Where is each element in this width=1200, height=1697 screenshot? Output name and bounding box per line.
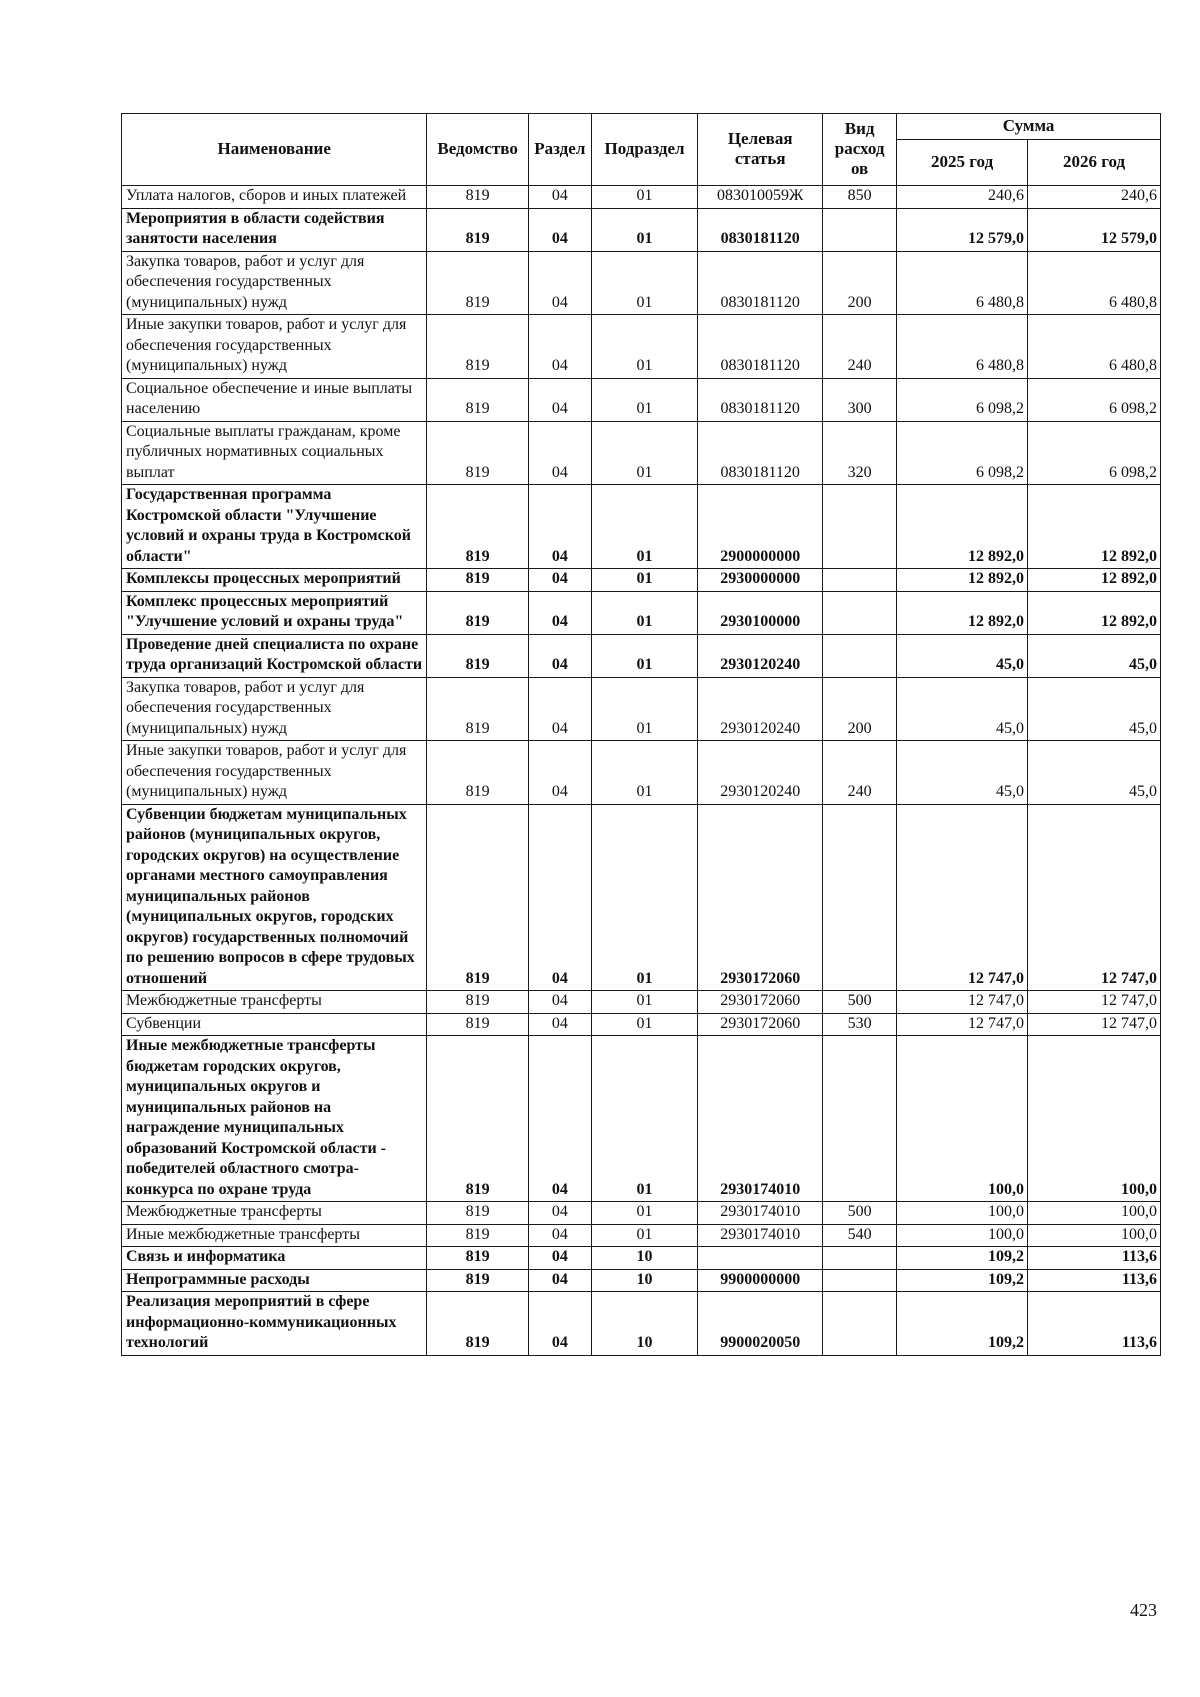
table-row	[122, 315, 1161, 379]
cell-target: 2930172060	[698, 991, 823, 1014]
table-row	[122, 1224, 1161, 1247]
cell-name: Закупка товаров, работ и услуг для обеспечения государственных (муниципальных) нужд	[122, 251, 427, 315]
cell-name: Реализация мероприятий в сфере информационно-коммуникационных технологий	[122, 1292, 427, 1356]
cell-name: Уплата налогов, сборов и иных платежей	[122, 186, 427, 209]
cell-kind: 500	[823, 1202, 897, 1225]
cell-subsection: 01	[591, 569, 698, 592]
header-subsection: Подраздел	[591, 114, 698, 186]
table-row	[122, 251, 1161, 315]
cell-sum-2026: 12 747,0	[1028, 1013, 1161, 1036]
cell-target: 2930172060	[698, 1013, 823, 1036]
header-section: Раздел	[528, 114, 591, 186]
cell-sum-2026: 12 579,0	[1028, 208, 1161, 251]
cell-section: 04	[528, 741, 591, 805]
cell-section: 04	[528, 591, 591, 634]
cell-section: 04	[528, 1224, 591, 1247]
cell-dept: 819	[427, 591, 528, 634]
cell-name: Связь и информатика	[122, 1247, 427, 1270]
cell-sum-2026: 12 892,0	[1028, 485, 1161, 569]
cell-name: Государственная программа Костромской области "Улучшение условий и охраны труда в Костромской области"	[122, 485, 427, 569]
cell-sum-2026: 12 747,0	[1028, 804, 1161, 991]
cell-sum-2025: 12 579,0	[897, 208, 1028, 251]
cell-sum-2025: 6 480,8	[897, 315, 1028, 379]
cell-target: 2930120240	[698, 677, 823, 741]
cell-target: 0830181120	[698, 421, 823, 485]
cell-dept: 819	[427, 1202, 528, 1225]
table-row	[122, 804, 1161, 991]
cell-subsection: 10	[591, 1247, 698, 1270]
cell-kind	[823, 804, 897, 991]
cell-subsection: 01	[591, 991, 698, 1014]
cell-section: 04	[528, 1202, 591, 1225]
cell-kind	[823, 1292, 897, 1356]
cell-sum-2026: 113,6	[1028, 1292, 1161, 1356]
cell-section: 04	[528, 315, 591, 379]
cell-section: 04	[528, 421, 591, 485]
cell-target: 0830181120	[698, 378, 823, 421]
cell-target: 0830181120	[698, 315, 823, 379]
cell-section: 04	[528, 251, 591, 315]
cell-section: 04	[528, 378, 591, 421]
table-row	[122, 1269, 1161, 1292]
cell-dept: 819	[427, 186, 528, 209]
cell-dept: 819	[427, 485, 528, 569]
table-row	[122, 741, 1161, 805]
cell-name: Социальные выплаты гражданам, кроме публичных нормативных социальных выплат	[122, 421, 427, 485]
cell-dept: 819	[427, 1292, 528, 1356]
table-row	[122, 1292, 1161, 1356]
cell-target: 083010059Ж	[698, 186, 823, 209]
cell-kind: 300	[823, 378, 897, 421]
cell-section: 04	[528, 1247, 591, 1270]
cell-kind: 850	[823, 186, 897, 209]
cell-target: 2930174010	[698, 1224, 823, 1247]
table-row	[122, 569, 1161, 592]
cell-target: 2930174010	[698, 1202, 823, 1225]
cell-target: 0830181120	[698, 208, 823, 251]
cell-kind: 540	[823, 1224, 897, 1247]
cell-subsection: 01	[591, 421, 698, 485]
cell-section: 04	[528, 208, 591, 251]
cell-sum-2025: 100,0	[897, 1202, 1028, 1225]
cell-dept: 819	[427, 421, 528, 485]
cell-dept: 819	[427, 804, 528, 991]
table-row	[122, 1247, 1161, 1270]
cell-dept: 819	[427, 208, 528, 251]
cell-dept: 819	[427, 378, 528, 421]
cell-kind: 200	[823, 677, 897, 741]
cell-sum-2025: 12 892,0	[897, 591, 1028, 634]
cell-dept: 819	[427, 251, 528, 315]
cell-section: 04	[528, 804, 591, 991]
cell-kind	[823, 485, 897, 569]
table-row	[122, 1202, 1161, 1225]
cell-dept: 819	[427, 1269, 528, 1292]
cell-sum-2025: 240,6	[897, 186, 1028, 209]
cell-kind: 200	[823, 251, 897, 315]
cell-name: Межбюджетные трансферты	[122, 1202, 427, 1225]
table-row	[122, 677, 1161, 741]
cell-name: Межбюджетные трансферты	[122, 991, 427, 1014]
cell-target: 9900000000	[698, 1269, 823, 1292]
table-body	[122, 186, 1161, 1356]
cell-sum-2026: 6 480,8	[1028, 251, 1161, 315]
cell-kind: 240	[823, 741, 897, 805]
header-sum: Сумма	[897, 114, 1161, 140]
cell-name: Проведение дней специалиста по охране труда организаций Костромской области	[122, 634, 427, 677]
table-row	[122, 485, 1161, 569]
cell-subsection: 01	[591, 1013, 698, 1036]
cell-target: 2930120240	[698, 741, 823, 805]
cell-name: Иные межбюджетные трансферты бюджетам городских округов, муниципальных округов и муниципальных районов на награждение муниципальных образований Костромской области - победителей областного смотра-конкурса по охране труда	[122, 1036, 427, 1202]
cell-section: 04	[528, 1269, 591, 1292]
cell-sum-2025: 109,2	[897, 1269, 1028, 1292]
cell-sum-2026: 12 747,0	[1028, 991, 1161, 1014]
cell-subsection: 01	[591, 634, 698, 677]
cell-name: Субвенции	[122, 1013, 427, 1036]
cell-sum-2026: 6 098,2	[1028, 378, 1161, 421]
cell-sum-2026: 6 098,2	[1028, 421, 1161, 485]
header-year-2026: 2026 год	[1028, 140, 1161, 186]
cell-section: 04	[528, 1013, 591, 1036]
table-row	[122, 591, 1161, 634]
cell-dept: 819	[427, 1013, 528, 1036]
cell-kind	[823, 634, 897, 677]
cell-subsection: 01	[591, 315, 698, 379]
cell-sum-2026: 6 480,8	[1028, 315, 1161, 379]
cell-sum-2026: 12 892,0	[1028, 569, 1161, 592]
cell-section: 04	[528, 677, 591, 741]
cell-kind: 530	[823, 1013, 897, 1036]
cell-subsection: 01	[591, 1202, 698, 1225]
cell-sum-2025: 12 747,0	[897, 991, 1028, 1014]
table-row	[122, 186, 1161, 209]
header-dept: Ведомство	[427, 114, 528, 186]
cell-subsection: 01	[591, 208, 698, 251]
cell-sum-2025: 6 098,2	[897, 378, 1028, 421]
cell-section: 04	[528, 1036, 591, 1202]
cell-sum-2026: 240,6	[1028, 186, 1161, 209]
cell-dept: 819	[427, 1224, 528, 1247]
cell-kind	[823, 1036, 897, 1202]
cell-subsection: 01	[591, 804, 698, 991]
table-row	[122, 1036, 1161, 1202]
cell-target: 2930000000	[698, 569, 823, 592]
cell-kind	[823, 1269, 897, 1292]
cell-sum-2026: 12 892,0	[1028, 591, 1161, 634]
cell-sum-2026: 100,0	[1028, 1224, 1161, 1247]
cell-sum-2025: 109,2	[897, 1292, 1028, 1356]
cell-subsection: 01	[591, 741, 698, 805]
cell-subsection: 01	[591, 1224, 698, 1247]
cell-kind: 500	[823, 991, 897, 1014]
header-target: Целевая статья	[698, 114, 823, 186]
table-header	[122, 114, 1161, 186]
cell-subsection: 01	[591, 251, 698, 315]
cell-kind	[823, 1247, 897, 1270]
cell-subsection: 01	[591, 591, 698, 634]
cell-subsection: 01	[591, 485, 698, 569]
cell-sum-2026: 100,0	[1028, 1202, 1161, 1225]
cell-sum-2025: 109,2	[897, 1247, 1028, 1270]
cell-sum-2025: 45,0	[897, 741, 1028, 805]
cell-target: 2900000000	[698, 485, 823, 569]
cell-target: 0830181120	[698, 251, 823, 315]
cell-section: 04	[528, 485, 591, 569]
cell-subsection: 10	[591, 1269, 698, 1292]
cell-sum-2025: 6 480,8	[897, 251, 1028, 315]
cell-name: Иные межбюджетные трансферты	[122, 1224, 427, 1247]
cell-subsection: 01	[591, 378, 698, 421]
cell-target: 9900020050	[698, 1292, 823, 1356]
cell-sum-2025: 100,0	[897, 1036, 1028, 1202]
cell-dept: 819	[427, 1247, 528, 1270]
cell-section: 04	[528, 991, 591, 1014]
cell-kind: 240	[823, 315, 897, 379]
budget-table	[121, 113, 1161, 1356]
cell-target: 2930100000	[698, 591, 823, 634]
page-number: 423	[1130, 1600, 1157, 1620]
table-row	[122, 421, 1161, 485]
cell-kind	[823, 591, 897, 634]
cell-subsection: 10	[591, 1292, 698, 1356]
table-row	[122, 208, 1161, 251]
header-year-2025: 2025 год	[897, 140, 1028, 186]
cell-dept: 819	[427, 991, 528, 1014]
cell-subsection: 01	[591, 1036, 698, 1202]
cell-name: Иные закупки товаров, работ и услуг для обеспечения государственных (муниципальных) нужд	[122, 315, 427, 379]
table-row	[122, 634, 1161, 677]
cell-name: Непрограммные расходы	[122, 1269, 427, 1292]
cell-kind	[823, 569, 897, 592]
table-row	[122, 1013, 1161, 1036]
cell-sum-2026: 45,0	[1028, 634, 1161, 677]
cell-name: Иные закупки товаров, работ и услуг для обеспечения государственных (муниципальных) нужд	[122, 741, 427, 805]
table-row	[122, 378, 1161, 421]
cell-sum-2025: 45,0	[897, 677, 1028, 741]
cell-subsection: 01	[591, 677, 698, 741]
cell-sum-2026: 113,6	[1028, 1247, 1161, 1270]
cell-target: 2930120240	[698, 634, 823, 677]
header-kind: Вид расход ов	[823, 114, 897, 186]
cell-dept: 819	[427, 1036, 528, 1202]
cell-sum-2025: 12 892,0	[897, 569, 1028, 592]
cell-target	[698, 1247, 823, 1270]
cell-kind	[823, 208, 897, 251]
cell-dept: 819	[427, 677, 528, 741]
cell-section: 04	[528, 186, 591, 209]
cell-kind: 320	[823, 421, 897, 485]
cell-name: Социальное обеспечение и иные выплаты населению	[122, 378, 427, 421]
budget-table-container	[121, 113, 1161, 1356]
cell-sum-2026: 45,0	[1028, 677, 1161, 741]
cell-sum-2025: 12 892,0	[897, 485, 1028, 569]
cell-sum-2025: 45,0	[897, 634, 1028, 677]
table-row	[122, 991, 1161, 1014]
cell-target: 2930172060	[698, 804, 823, 991]
cell-name: Мероприятия в области содействия занятости населения	[122, 208, 427, 251]
cell-dept: 819	[427, 741, 528, 805]
cell-name: Комплексы процессных мероприятий	[122, 569, 427, 592]
cell-sum-2026: 113,6	[1028, 1269, 1161, 1292]
cell-dept: 819	[427, 315, 528, 379]
cell-sum-2026: 45,0	[1028, 741, 1161, 805]
cell-name: Закупка товаров, работ и услуг для обеспечения государственных (муниципальных) нужд	[122, 677, 427, 741]
cell-dept: 819	[427, 569, 528, 592]
cell-sum-2025: 100,0	[897, 1224, 1028, 1247]
cell-sum-2026: 100,0	[1028, 1036, 1161, 1202]
cell-sum-2025: 12 747,0	[897, 1013, 1028, 1036]
cell-sum-2025: 12 747,0	[897, 804, 1028, 991]
header-name: Наименование	[122, 114, 427, 186]
cell-section: 04	[528, 634, 591, 677]
cell-subsection: 01	[591, 186, 698, 209]
cell-section: 04	[528, 569, 591, 592]
cell-name: Субвенции бюджетам муниципальных районов (муниципальных округов, городских округов) на осуществление органами местного самоуправления муниципальных районов (муниципальных округов, городских округов) государственных полномочий по решению вопросов в сфере трудовых отношений	[122, 804, 427, 991]
cell-dept: 819	[427, 634, 528, 677]
cell-section: 04	[528, 1292, 591, 1356]
cell-sum-2025: 6 098,2	[897, 421, 1028, 485]
cell-target: 2930174010	[698, 1036, 823, 1202]
cell-name: Комплекс процессных мероприятий "Улучшение условий и охраны труда"	[122, 591, 427, 634]
